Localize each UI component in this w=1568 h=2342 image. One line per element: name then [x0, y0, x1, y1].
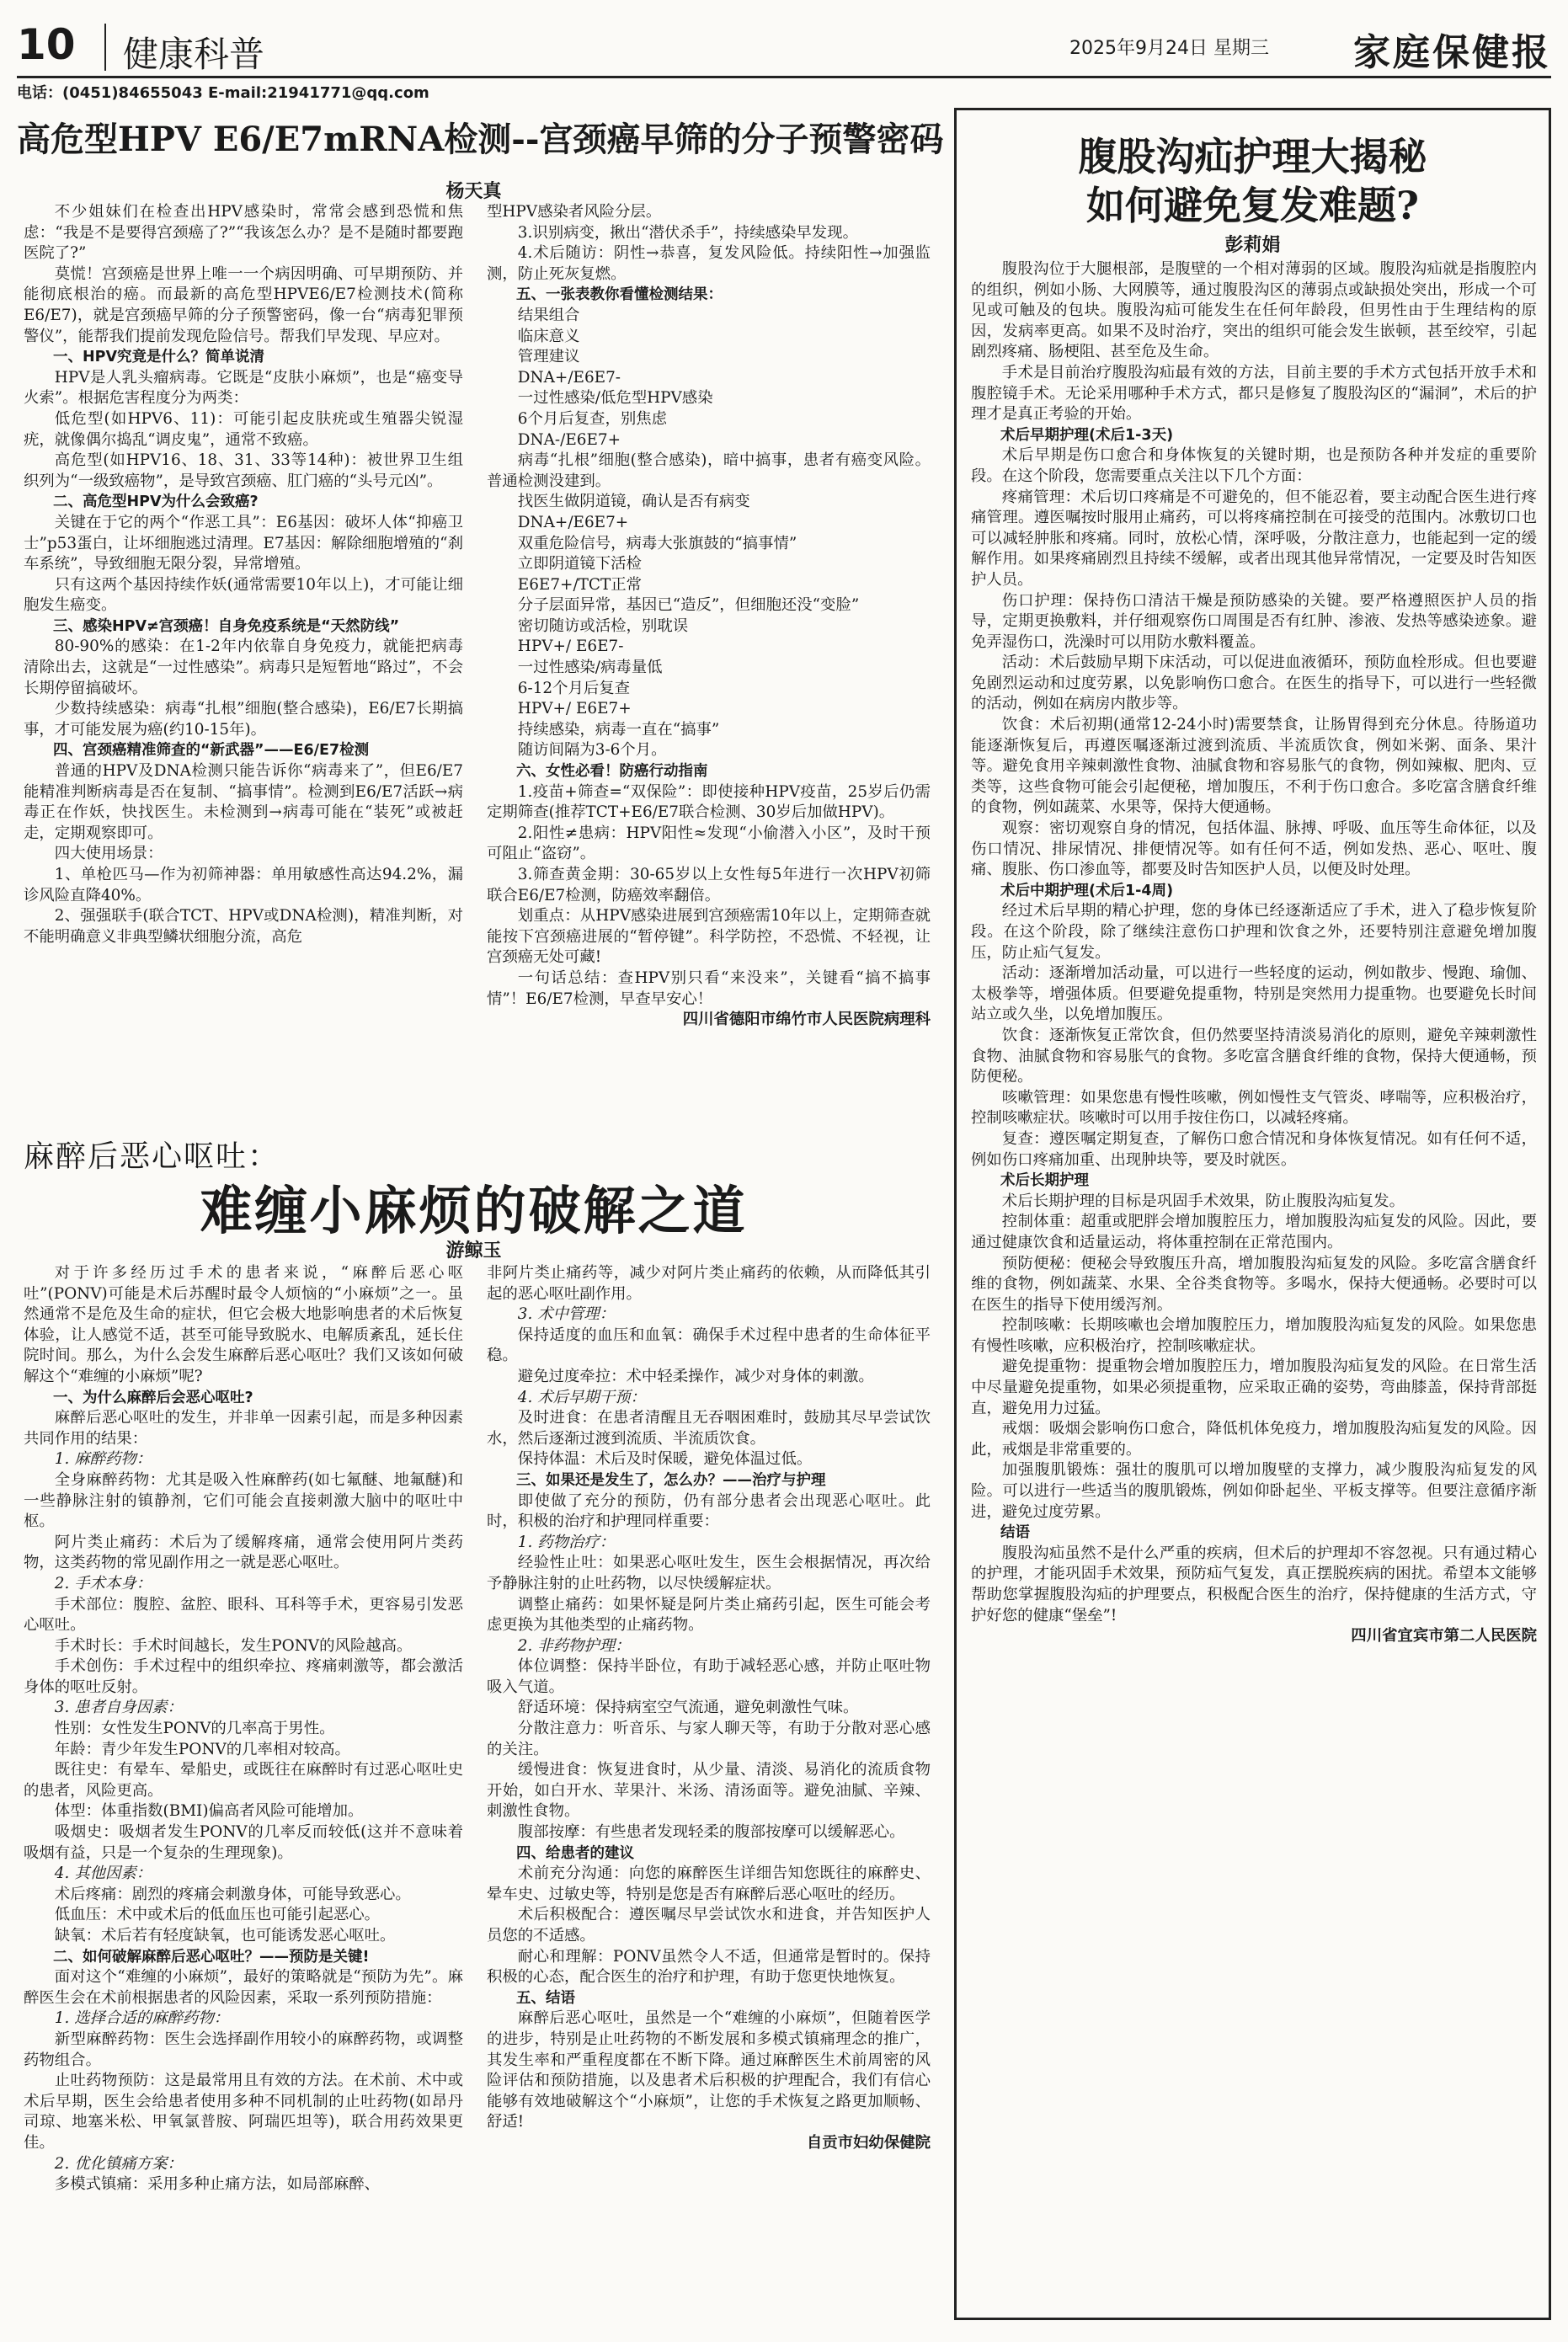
paragraph: 低危型(如HPV6、11)：可能引起皮肤疣或生殖器尖锐湿疣，就像偶尔捣乱“调皮鬼”，通常不致癌。 [24, 409, 463, 449]
paragraph: 只有这两个基因持续作妖(通常需要10年以上)，才可能让细胞发生癌变。 [24, 575, 463, 615]
paragraph: 术前充分沟通：向您的麻醉医生详细告知您既往的麻醉史、晕车史、过敏史等，特别是您是否有麻醉后恶心呕吐的经历。 [487, 1865, 931, 1903]
subheading: 一、为什么麻醉后会恶心呕吐? [53, 1389, 253, 1406]
paragraph: 手术创伤：手术过程中的组织牵拉、疼痛刺激等，都会激活身体的呕吐反射。 [24, 1657, 463, 1696]
paragraph: 咳嗽管理：如果您患有慢性咳嗽，例如慢性支气管炎、哮喘等，应积极治疗，控制咳嗽症状。咳嗽时可以用手按住伤口，以减轻疼痛。 [971, 1088, 1537, 1128]
paragraph: 病毒“扎根”细胞(整合感染)，暗中搞事，患者有癌变风险。普通检测没建到。 [487, 451, 931, 490]
paragraph: 密切随访或活检，别耽误 [517, 616, 689, 635]
subheading: 三、感染HPV≠宫颈癌！自身免疫系统是“天然防线” [53, 617, 400, 635]
article2-col1 [24, 1263, 463, 2324]
paragraph: 双重危险信号，病毒大张旗鼓的“搞事情” [517, 534, 797, 552]
paragraph: 结果组合 [517, 306, 580, 324]
paragraph: 复查：遵医嘱定期复查，了解伤口愈合情况和身体恢复情况。如有任何不适，例如伤口疼痛加重、出现肿块等，要及时就医。 [971, 1129, 1537, 1169]
paragraph: 多模式镇痛：采用多种止痛方法，如局部麻醉、 [54, 2175, 381, 2194]
paragraph: 3.识别病变，揪出“潜伏杀手”，持续感染早发现。 [517, 223, 858, 242]
paragraph: 1. 选择合适的麻醉药物： [54, 2009, 230, 2028]
paragraph: DNA+/E6E7+ [517, 513, 629, 531]
paragraph: 立即阴道镜下活检 [517, 555, 642, 573]
paragraph: 腹股沟疝虽然不是什么严重的疾病，但术后的护理却不容忽视。只有通过精心的护理，才能巩固手术效果，预防疝气复发，真正摆脱疾病的困扰。希望本文能够帮助您掌握腹股沟疝的护理要点，积极配合医生的治疗，保持健康的生活方式，守护好您的健康“堡垒”! [971, 1544, 1537, 1624]
paragraph: 分散注意力：听音乐、与家人聊天等，有助于分散对恶心感的关注。 [487, 1720, 931, 1758]
paragraph: 舒适环境：保持病室空气流通，避免刺激性气味。 [517, 1699, 859, 1717]
paragraph: 非阿片类止痛药等，减少对阿片类止痛药的依赖，从而降低其引起的恶心呕吐副作用。 [487, 1264, 931, 1303]
paragraph: 即使做了充分的预防，仍有部分患者会出现恶心呕吐。此时，积极的治疗和护理同样重要： [487, 1491, 931, 1531]
paragraph: 止吐药物预防：这是最常用且有效的方法。在术前、术中或术后早期，医生会给患者使用多种不同机制的止吐药物(如昂丹司琼、地塞米松、甲氧氯普胺、阿瑞匹坦等)，联合用药效果更佳。 [24, 2072, 463, 2152]
paragraph: 1. 麻醉药物： [54, 1450, 152, 1469]
article1-title: 高危型HPV E6/E7mRNA检测--宫颈癌早筛的分子预警密码 [17, 120, 944, 159]
subheading: 四、宫颈癌精准筛查的“新武器”——E6/E7检测 [53, 742, 370, 760]
subheading: 五、结语 [516, 1989, 575, 2007]
paragraph: 2. 优化镇痛方案： [54, 2154, 183, 2173]
page-number: 10 [17, 20, 76, 69]
paragraph: 戒烟：吸烟会影响伤口愈合，降低机体免疫力，增加腹股沟疝复发的风险。因此，戒烟是非常重要的。 [971, 1420, 1537, 1459]
paragraph: 4.术后随访：阴性→恭喜，复发风险低。持续阳性→加强监测，防止死灰复燃。 [487, 244, 931, 283]
paragraph: 80-90%的感染：在1-2年内依靠自身免疫力，就能把病毒清除出去，这就是“一过性感染”。病毒只是短暂地“路过”，不会长期停留搞破坏。 [24, 638, 463, 697]
paragraph: 术后积极配合：遵医嘱尽早尝试饮水和进食，并告知医护人员您的不适感。 [487, 1906, 931, 1945]
paragraph: 管理建议 [517, 348, 580, 366]
subheading: 术后早期护理(术后1-3天) [1000, 426, 1174, 444]
contact-line: 电话：(0451)84655043 E-mail:21941771@qq.com [17, 84, 429, 102]
paragraph: 腹股沟位于大腿根部，是腹壁的一个相对薄弱的区域。腹股沟疝就是指腹腔内的组织，例如小肠、大网膜等，通过腹股沟区的薄弱点或缺损处突出，形成一个可见或可触及的包块。腹股沟疝可能发生在任何年龄段，但男性由于生理结构的原因，发病率更高。如果不及时治疗，突出的组织可能会发生嵌顿，甚至绞窄，引起剧烈疼痛、肠梗阻、甚至危及生命。 [971, 260, 1537, 361]
article3-author: 彭莉娟 [1224, 234, 1281, 256]
paragraph: 6个月后复查，别焦虑 [517, 409, 668, 428]
paragraph: 2.阳性≠患病：HPV阳性≈发现“小偷潜入小区”，及时干预可阻止“盗窃”。 [487, 824, 931, 863]
paragraph: 低血压：术中或术后的低血压也可能引起恶心。 [54, 1906, 381, 1924]
paragraph: 饮食：术后初期(通常12-24小时)需要禁食，让肠胃得到充分休息。待肠道功能逐渐恢复后，再遵医嘱逐渐过渡到流质、半流质饮食，例如米粥、面条、果汁等。避免食用辛辣刺激性食物、油腻食物和容易胀气的食物，例如辣椒、肥肉、豆类等，这些食物可能会引起便秘，增加腹压，不利于伤口愈合。多吃富含膳食纤维的食物，例如蔬菜、水果等，保持大便通畅。 [971, 716, 1537, 817]
paragraph: 2. 非药物护理： [517, 1636, 631, 1655]
paragraph: 新型麻醉药物：医生会选择副作用较小的麻醉药物，或调整药物组合。 [24, 2030, 463, 2069]
subheading: 二、如何破解麻醉后恶心呕吐？——预防是关键! [53, 1948, 370, 1966]
paragraph: 经过术后早期的精心护理，您的身体已经逐渐适应了手术，进入了稳步恢复阶段。在这个阶段，除了继续注意伤口护理和饮食之外，还要特别注意避免增加腹压，防止疝气复发。 [971, 902, 1537, 962]
subheading: 结语 [1000, 1524, 1030, 1542]
article3-title-line1: 腹股沟疝护理大揭秘 [1078, 134, 1427, 179]
paragraph: 3. 术中管理： [517, 1305, 616, 1324]
subheading: 四、给患者的建议 [516, 1844, 634, 1862]
paragraph: 术后早期是伤口愈合和身体恢复的关键时期，也是预防各种并发症的重要阶段。在这个阶段，您需要重点关注以下几个方面： [971, 446, 1537, 485]
paragraph: 控制体重：超重或肥胖会增加腹腔压力，增加腹股沟疝复发的风险。因此，要通过健康饮食和适量运动，将体重控制在正常范围内。 [971, 1213, 1537, 1251]
article1-col2 [487, 202, 931, 1105]
article2-col2 [487, 1263, 931, 2324]
paragraph: 2. 手术本身： [54, 1574, 152, 1592]
paragraph: HPV+/ E6E7- [517, 638, 624, 656]
paragraph: 术后疼痛：剧烈的疼痛会刺激身体，可能导致恶心。 [54, 1885, 411, 1903]
subheading: 六、女性必看！防癌行动指南 [516, 763, 708, 781]
paragraph: 避免过度牵拉：术中轻柔操作，减少对身体的刺激。 [517, 1367, 874, 1385]
subheading: 三、如果还是发生了，怎么办？——治疗与护理 [516, 1471, 826, 1489]
issue-date: 2025年9月24日 星期三 [1069, 38, 1269, 59]
paragraph: 4. 其他因素： [54, 1865, 152, 1883]
subheading: 一、HPV究竟是什么？简单说清 [53, 349, 265, 366]
paragraph: 术后长期护理的目标是巩固手术效果，防止腹股沟疝复发。 [1001, 1192, 1405, 1210]
paragraph: 2、强强联手(联合TCT、HPV或DNA检测)，精准判断，对不能明确意义非典型鳞状细胞分流，高危 [24, 907, 463, 946]
article2-author: 游鲸玉 [445, 1240, 502, 1262]
paragraph: 一过性感染/病毒量低 [517, 659, 663, 677]
paragraph: 阿片类止痛药：术后为了缓解疼痛，通常会使用阿片类药物，这类药物的常见副作用之一就是恶心呕吐。 [24, 1533, 463, 1572]
paragraph: 保持适度的血压和血氧：确保手术过程中患者的生命体征平稳。 [487, 1326, 931, 1365]
paragraph: 及时进食：在患者清醒且无吞咽困难时，鼓励其尽早尝试饮水，然后逐渐过渡到流质、半流质饮食。 [487, 1409, 931, 1448]
article2-intro-title: 麻醉后恶心呕吐： [24, 1139, 280, 1174]
paragraph: 随访间隔为3-6个月。 [517, 741, 667, 760]
header-rule [17, 76, 1551, 78]
paragraph: 疼痛管理：术后切口疼痛是不可避免的，但不能忍着，要主动配合医生进行疼痛管理。遵医嘱按时服用止痛药，可以将疼痛控制在可接受的范围内。冰敷切口也可以减轻肿胀和疼痛。同时，放松心情，深呼吸，分散注意力，也能起到一定的缓解作用。如果疼痛剧烈且持续不缓解，或者出现其他异常情况，一定要及时告知医护人员。 [971, 488, 1537, 589]
paragraph: 性别：女性发生PONV的几率高于男性。 [54, 1720, 335, 1738]
section-title: 健康科普 [123, 34, 265, 75]
paragraph: 普通的HPV及DNA检测只能告诉你“病毒来了”，但E6/E7能精准判断病毒是否在复制、“搞事情”。检测到E6/E7活跃→病毒正在作妖，快找医生。未检测到→病毒可能在“装死”或被赶走，定期观察即可。 [24, 762, 463, 842]
paragraph: 年龄：青少年发生PONV的几率相对较高。 [54, 1740, 350, 1758]
subheading: 术后长期护理 [1000, 1172, 1089, 1190]
paragraph: HPV+/ E6E7+ [517, 700, 632, 718]
header-divider [104, 24, 106, 71]
paragraph: 分子层面异常，基因已“造反”，但细胞还没“变脸” [517, 596, 860, 615]
paragraph: 加强腹肌锻炼：强壮的腹肌可以增加腹壁的支撑力，减少腹股沟疝复发的风险。可以进行一些适当的腹肌锻炼，例如仰卧起坐、平板支撑等。但要注意循序渐进，避免过度劳累。 [971, 1461, 1537, 1521]
paragraph: 3.筛查黄金期：30-65岁以上女性每5年进行一次HPV初筛联合E6/E7检测，防癌效率翻倍。 [487, 866, 931, 904]
article3-column [971, 259, 1537, 2314]
paragraph: 麻醉后恶心呕吐的发生，并非单一因素引起，而是多种因素共同作用的结果： [24, 1409, 463, 1448]
paragraph: 临床意义 [517, 327, 580, 345]
paragraph: 手术是目前治疗腹股沟疝最有效的方法，目前主要的手术方式包括开放手术和腹腔镜手术。无论采用哪种手术方式，都只是修复了腹股沟区的“漏洞”，术后的护理才是真正考验的开始。 [971, 363, 1537, 424]
paragraph: DNA-/E6E7+ [517, 430, 621, 449]
paragraph: 既往史：有晕车、晕船史，或既往在麻醉时有过恶心呕吐史的患者，风险更高。 [24, 1761, 463, 1800]
article1-col1 [24, 202, 463, 1105]
subheading: 二、高危型HPV为什么会致癌? [53, 493, 259, 511]
paragraph: 莫慌！宫颈癌是世界上唯一一个病因明确、可早期预防、并能彻底根治的癌。而最新的高危型HPVE6/E7检测技术(简称E6/E7)，就是宫颈癌早筛的分子预警密码，像一台“病毒犯罪预警仪”，能帮我们提前发现危险信号。帮我们早发现、早应对。 [24, 264, 463, 345]
paragraph: 划重点：从HPV感染进展到宫颈癌需10年以上，定期筛查就能按下宫颈癌进展的“暂停键”。科学防控，不恐慌、不轻视，让宫颈癌无处可藏! [487, 907, 931, 967]
paragraph: 持续感染，病毒一直在“搞事” [517, 720, 720, 739]
author-affiliation: 四川省德阳市绵竹市人民医院病理科 [682, 1011, 931, 1029]
paragraph: 体型：体重指数(BMI)偏高者风险可能增加。 [54, 1802, 364, 1821]
paragraph: 1. 药物治疗： [517, 1533, 616, 1551]
article3-title-line2: 如何避免复发难题? [1086, 183, 1419, 228]
article2-title: 难缠小麻烦的破解之道 [200, 1180, 748, 1241]
paragraph: 高危型(如HPV16、18、31、33等14种)：被世界卫生组织列为“一级致癌物”，是导致宫颈癌、肛门癌的“头号元凶”。 [24, 451, 463, 490]
paragraph: 伤口护理：保持伤口清洁干燥是预防感染的关键。要严格遵照医护人员的指导，定期更换敷料，并仔细观察伤口周围是否有红肿、渗液、发热等感染迹象。避免弄湿伤口，洗澡时可以用防水敷料覆盖。 [971, 591, 1537, 651]
newspaper-name: 家庭保健报 [1353, 31, 1551, 74]
paragraph: 4. 术后早期干预： [517, 1388, 646, 1406]
paragraph: 观察：密切观察自身的情况，包括体温、脉搏、呼吸、血压等生命体征，以及伤口情况、排尿情况、排便情况等。如有任何不适，例如发热、恶心、呕吐、腹痛、腹胀、伤口渗血等，都要及时告知医护人员，以便及时处理。 [971, 819, 1537, 879]
paragraph: 保持体温：术后及时保暖，避免体温过低。 [517, 1450, 813, 1469]
paragraph: 缓慢进食：恢复进食时，从少量、清淡、易消化的流质食物开始，如白开水、苹果汁、米汤、清汤面等。避免油腻、辛辣、刺激性食物。 [487, 1761, 931, 1821]
paragraph: 麻醉后恶心呕吐，虽然是一个“难缠的小麻烦”，但随着医学的进步，特别是止吐药物的不断发展和多模式镇痛理念的推广，其发生率和严重程度都在不断下降。通过麻醉医生术前周密的风险评估和预防措施，以及患者术后积极的护理配合，我们有信心能够有效地破解这个“小麻烦”，让您的手术恢复之路更加顺畅、舒适! [487, 2009, 931, 2131]
paragraph: 腹部按摩：有些患者发现轻柔的腹部按摩可以缓解恶心。 [517, 1823, 905, 1842]
paragraph: 对于许多经历过手术的患者来说，“麻醉后恶心呕吐”(PONV)可能是术后苏醒时最令人烦恼的“小麻烦”之一。虽然通常不是危及生命的症状，但它会极大地影响患者的术后恢复体验，让人感觉不适，甚至可能导致脱水、电解质紊乱，延长住院时间。那么，为什么会发生麻醉后恶心呕吐？我们又该如何破解这个“难缠的小麻烦”呢? [24, 1264, 463, 1385]
paragraph: 体位调整：保持半卧位，有助于减轻恶心感，并防止呕吐物吸入气道。 [487, 1657, 931, 1696]
paragraph: E6E7+/TCT正常 [517, 575, 643, 594]
paragraph: 一过性感染/低危型HPV感染 [517, 389, 713, 408]
paragraph: 1.疫苗+筛查=“双保险”：即使接种HPV疫苗，25岁后仍需定期筛查(推荐TCT+E6/E7联合检测、30岁后加做HPV)。 [487, 782, 931, 822]
paragraph: 活动：术后鼓励早期下床活动，可以促进血液循环，预防血栓形成。但也要避免剧烈运动和过度劳累，以免影响伤口愈合。在医生的指导下，可以进行一些轻微的活动，例如在病房内散步等。 [971, 654, 1537, 713]
paragraph: 6-12个月后复查 [517, 679, 631, 697]
paragraph: 手术时长：手术时间越长，发生PONV的风险越高。 [54, 1636, 413, 1655]
paragraph: 不少姐妹们在检查出HPV感染时，常常会感到恐慌和焦虑：“我是不是要得宫颈癌了?”“我该怎么办？是不是随时都要跑医院了?” [24, 203, 463, 263]
page-header [17, 19, 1551, 77]
subheading: 术后中期护理(术后1-4周) [1000, 882, 1174, 899]
paragraph: 预防便秘：便秘会导致腹压升高，增加腹股沟疝复发的风险。多吃富含膳食纤维的食物，例如蔬菜、水果、全谷类食物等。多喝水，保持大便通畅。必要时可以在医生的指导下使用缓泻剂。 [971, 1254, 1537, 1314]
paragraph: 经验性止吐：如果恶心呕吐发生，医生会根据情况，再次给予静脉注射的止吐药物，以尽快缓解症状。 [487, 1554, 931, 1592]
paragraph: 一句话总结：查HPV别只看“来没来”，关键看“搞不搞事情”！E6/E7检测，早查早安心！ [487, 968, 931, 1008]
subheading: 五、一张表教你看懂检测结果： [516, 286, 723, 304]
paragraph: 手术部位：腹腔、盆腔、眼科、耳科等手术，更容易引发恶心呕吐。 [24, 1595, 463, 1635]
paragraph: 四大使用场景： [54, 845, 163, 863]
paragraph: 少数持续感染：病毒“扎根”细胞(整合感染)，E6/E7长期搞事，才可能发展为癌(约10-15年)。 [24, 700, 463, 739]
paragraph: 控制咳嗽：长期咳嗽也会增加腹腔压力，增加腹股沟疝复发的风险。如果您患有慢性咳嗽，应积极治疗，控制咳嗽症状。 [971, 1316, 1537, 1355]
paragraph: 调整止痛药：如果怀疑是阿片类止痛药引起，医生可能会考虑更换为其他类型的止痛药物。 [487, 1595, 931, 1635]
paragraph: 吸烟史：吸烟者发生PONV的几率反而较低(这并不意味着吸烟有益，只是一个复杂的生理现象)。 [24, 1823, 463, 1862]
paragraph: 避免提重物：提重物会增加腹腔压力，增加腹股沟疝复发的风险。在日常生活中尽量避免提重物，如果必须提重物，应采取正确的姿势，弯曲膝盖，保持背部挺直，避免用力过猛。 [971, 1358, 1537, 1417]
paragraph: 找医生做阴道镜，确认是否有病变 [517, 493, 750, 511]
article1-author: 杨天真 [445, 180, 502, 202]
author-affiliation: 自贡市妇幼保健院 [806, 2133, 931, 2152]
paragraph: 型HPV感染者风险分层。 [487, 203, 662, 221]
author-affiliation: 四川省宜宾市第二人民医院 [1351, 1627, 1537, 1646]
paragraph: DNA+/E6E7- [517, 368, 621, 387]
paragraph: HPV是人乳头瘤病毒。它既是“皮肤小麻烦”，也是“癌变导火索”。根据危害程度分为两类： [24, 368, 463, 408]
paragraph: 活动：逐渐增加活动量，可以进行一些轻度的运动，例如散步、慢跑、瑜伽、太极拳等，增强体质。但要避免提重物，特别是突然用力提重物。也要避免长时间站立或久坐，以免增加腹压。 [971, 964, 1537, 1024]
paragraph: 3. 患者自身因素： [54, 1699, 183, 1717]
paragraph: 面对这个“难缠的小麻烦”，最好的策略就是“预防为先”。麻醉医生会在术前根据患者的风险因素，采取一系列预防措施： [24, 1968, 463, 2007]
paragraph: 关键在于它的两个“作恶工具”：E6基因：破坏人体“抑癌卫士”p53蛋白，让坏细胞逃过清理。E7基因：解除细胞增殖的“刹车系统”，导致细胞无限分裂，异常增殖。 [24, 513, 463, 573]
paragraph: 耐心和理解：PONV虽然令人不适，但通常是暂时的。保持积极的心态，配合医生的治疗和护理，有助于您更快地恢复。 [487, 1947, 931, 1987]
paragraph: 全身麻醉药物：尤其是吸入性麻醉药(如七氟醚、地氟醚)和一些静脉注射的镇静剂，它们可能会直接刺激大脑中的呕吐中枢。 [24, 1470, 463, 1531]
paragraph: 缺氧：术后若有轻度缺氧，也可能诱发恶心呕吐。 [54, 1927, 396, 1945]
paragraph: 饮食：逐渐恢复正常饮食，但仍然要坚持清淡易消化的原则，避免辛辣刺激性食物、油腻食物和容易胀气的食物。多吃富含膳食纤维的食物，保持大便通畅，预防便秘。 [971, 1026, 1537, 1086]
paragraph: 1、单枪匹马—作为初筛神器：单用敏感性高达94.2%，漏诊风险直降40%。 [24, 866, 463, 904]
